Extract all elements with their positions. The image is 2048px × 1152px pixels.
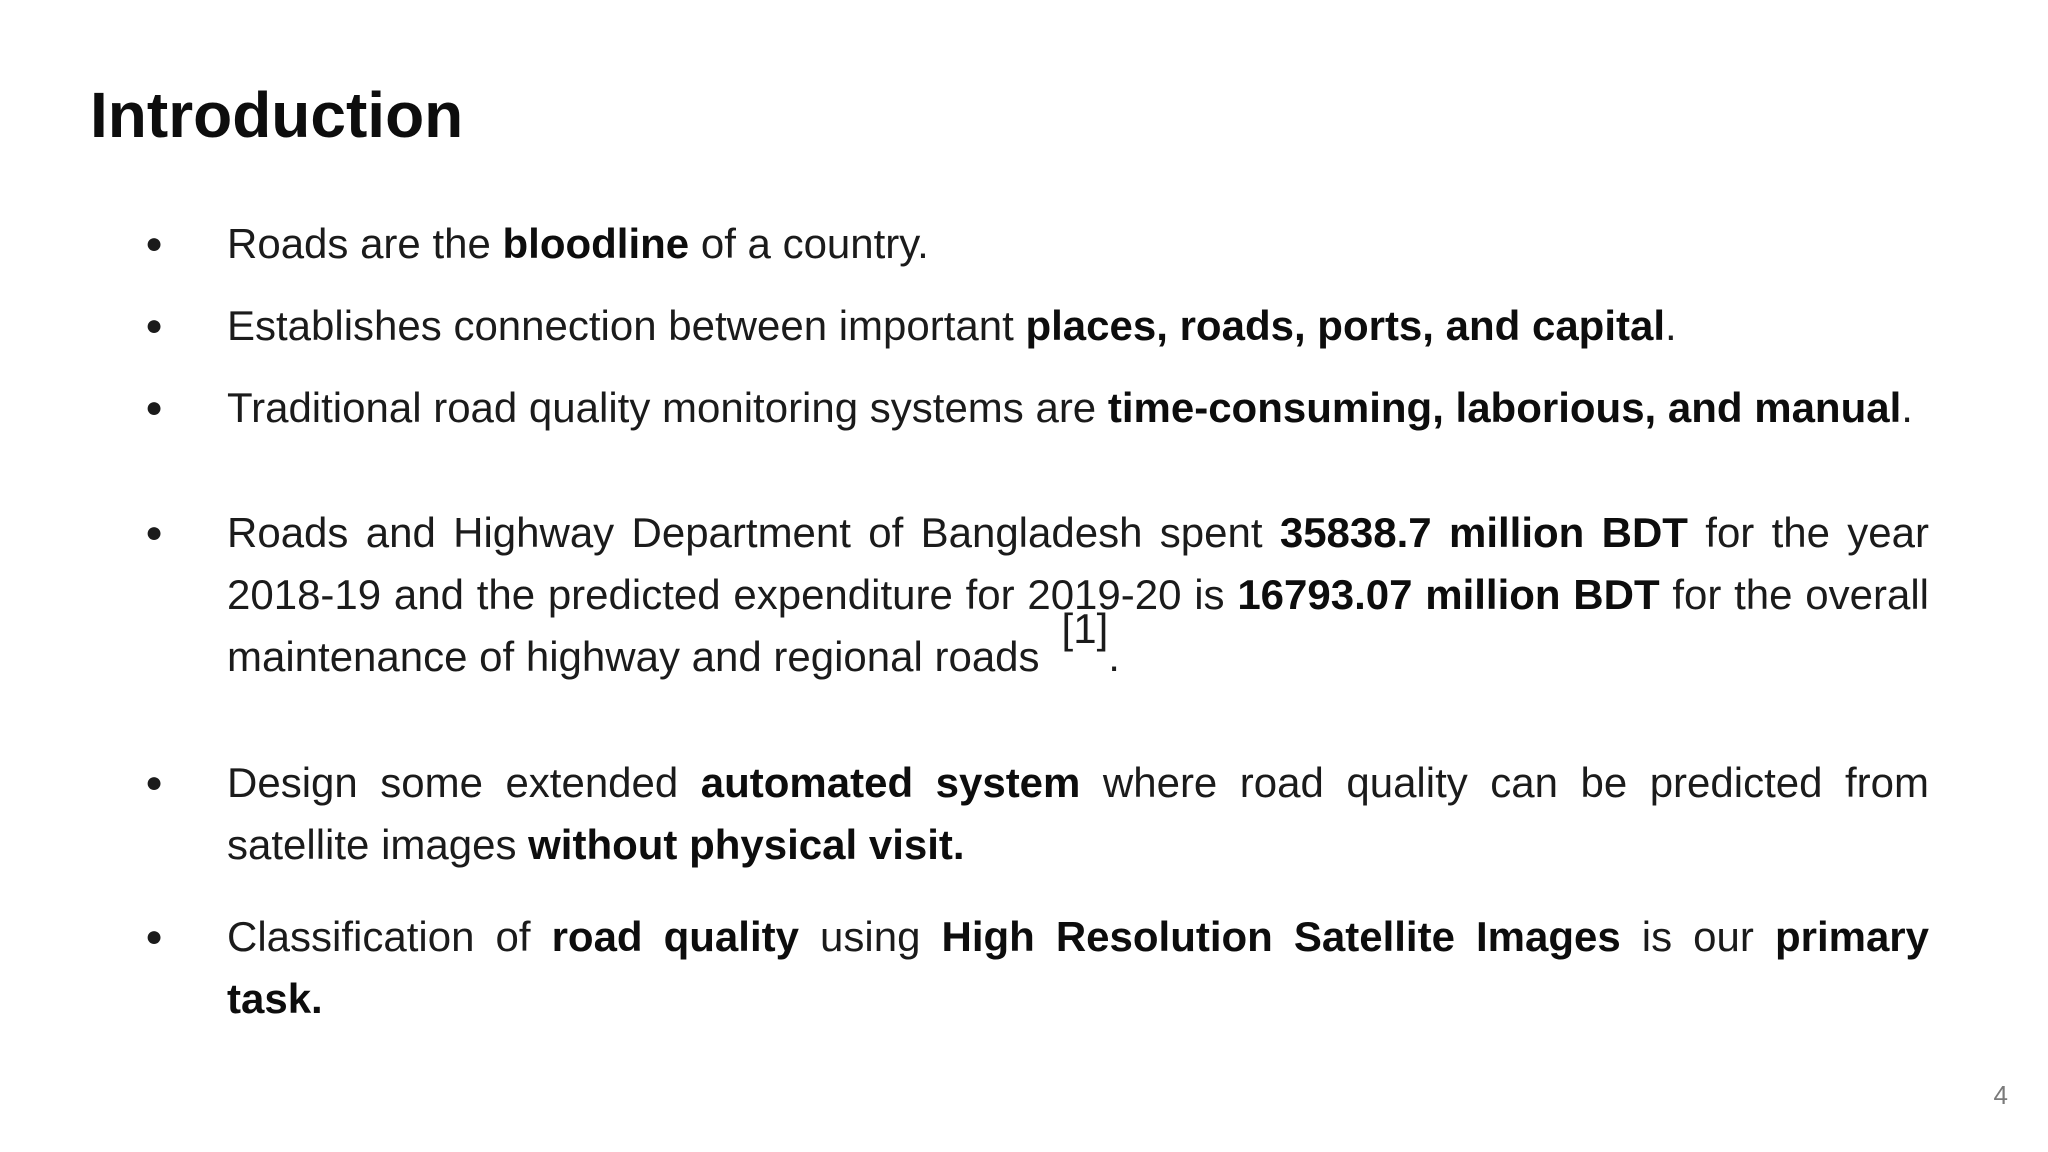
bullet-text	[227, 906, 1929, 1030]
text-run: Traditional road quality monitoring systems are	[227, 384, 1108, 431]
text-run: is our	[1620, 913, 1775, 960]
bullet-marker: ●	[145, 516, 164, 549]
bullet-text	[227, 752, 1929, 876]
text-run: .	[1901, 384, 1913, 431]
text-run: Design some extended	[227, 759, 701, 806]
bullet-text	[227, 213, 1929, 275]
reference-marker: [1]	[1061, 605, 1109, 652]
bold-text: bloodline	[502, 220, 690, 267]
bold-text: without physical visit.	[528, 821, 965, 868]
bullet-marker: ●	[145, 309, 164, 342]
text-run: .	[1108, 633, 1120, 680]
bullet-text	[227, 295, 1929, 357]
bullet-marker: ●	[145, 227, 164, 260]
bold-text: road quality	[551, 913, 799, 960]
bold-text: time-consuming, laborious, and manual	[1107, 384, 1902, 431]
bullet-marker: ●	[145, 920, 164, 953]
text-run: of a country.	[689, 220, 929, 267]
text-run: .	[1665, 302, 1677, 349]
slide-title: Introduction	[90, 79, 464, 151]
text-run: Classification of	[227, 913, 552, 960]
bold-text: places, roads, ports, and capital	[1025, 302, 1666, 349]
bold-text: primary task.	[227, 913, 1930, 1022]
text-run: Establishes connection between important	[227, 302, 1026, 349]
bullet-marker: ●	[145, 391, 164, 424]
bullet-marker: ●	[145, 766, 164, 799]
bold-text: 35838.7 million BDT	[1279, 509, 1688, 556]
bold-text: High Resolution Satellite Images	[941, 913, 1621, 960]
bold-text: 16793.07 million BDT	[1237, 571, 1660, 618]
bullet-text	[227, 377, 1929, 439]
text-run: Roads are the	[227, 220, 503, 267]
bold-text: automated system	[700, 759, 1081, 806]
text-run: for the year 2018-19 and the predicted expenditure for 2019-20 is	[227, 509, 1930, 618]
bullet-text	[227, 502, 1929, 688]
page-number: 4	[1993, 1080, 2008, 1110]
text-run: Roads and Highway Department of Bangladesh spent	[227, 509, 1280, 556]
text-run: for the overall maintenance of highway and regional roads	[227, 571, 1929, 680]
text-run: where road quality can be predicted from satellite images	[227, 759, 1929, 868]
text-run: using	[798, 913, 942, 960]
